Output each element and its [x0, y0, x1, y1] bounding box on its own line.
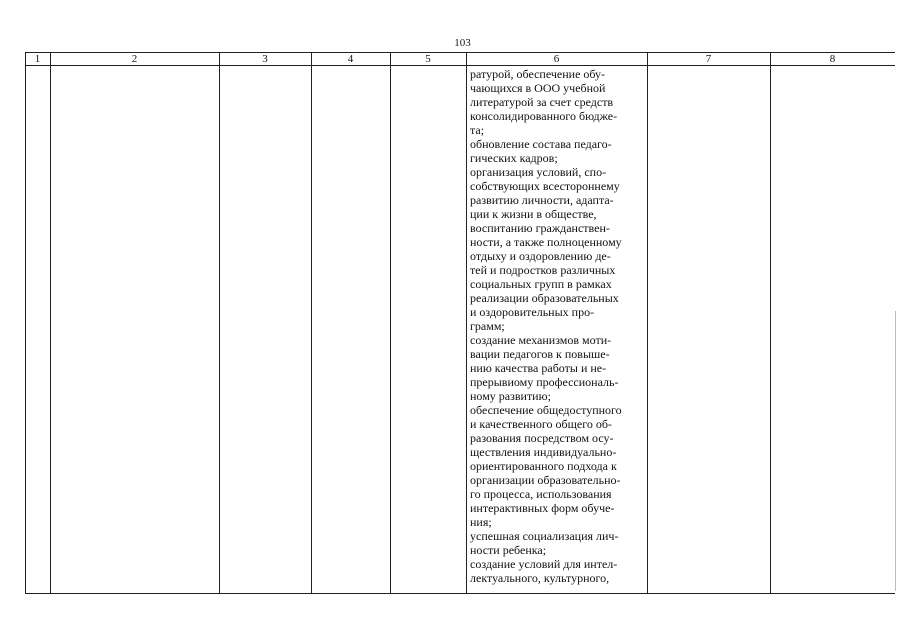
text-line: отдыху и оздоровлению де-: [470, 249, 611, 263]
header-row-border: [25, 65, 895, 66]
text-line: лектуального, культурного,: [470, 571, 610, 585]
text-line: консолидированного бюдже-: [470, 109, 618, 123]
column-header-2: 2: [131, 53, 138, 65]
text-line: разования посредством осу-: [470, 431, 614, 445]
column-border: [390, 52, 391, 594]
column-border: [50, 52, 51, 594]
column-header-5: 5: [425, 53, 431, 65]
text-line: социальных групп в рамках: [470, 277, 612, 291]
text-line: и качественного общего об-: [470, 417, 612, 431]
text-line: нию качества работы и не-: [470, 361, 607, 375]
text-line: успешная социализация лич-: [470, 529, 619, 543]
text-line: создание условий для интел-: [470, 557, 618, 571]
column-border: [466, 52, 467, 594]
column-header-7: 7: [705, 53, 712, 65]
column-header-6: 6: [553, 53, 560, 65]
text-line: ния;: [470, 515, 492, 529]
column-border: [311, 52, 312, 594]
column-6-text: [470, 67, 648, 585]
text-line: реализации образовательных: [470, 291, 619, 305]
text-line: тей и подростков различных: [470, 263, 616, 277]
column-header-4: 4: [347, 53, 354, 65]
text-line: ному развитию;: [470, 389, 551, 403]
text-line: организация условий, спо-: [470, 165, 607, 179]
text-line: го процесса, использования: [470, 487, 612, 501]
text-line: обновление состава педаго-: [470, 137, 612, 151]
scan-margin-mark: [895, 311, 896, 591]
column-header-1: 1: [34, 53, 41, 65]
column-header-8: 8: [829, 53, 836, 65]
text-line: ности ребенка;: [470, 543, 547, 557]
text-line: та;: [470, 123, 485, 137]
text-line: прерывиому профессиональ-: [470, 375, 619, 389]
text-line: организации образовательно-: [470, 473, 621, 487]
text-line: ориентированного подхода к: [470, 459, 617, 473]
text-line: и оздоровительных про-: [470, 305, 595, 319]
text-line: грамм;: [470, 319, 505, 333]
text-line: воспитанию гражданствен-: [470, 221, 610, 235]
text-line: ности, а также полноценному: [470, 235, 622, 249]
column-border: [770, 52, 771, 594]
column-border: [219, 52, 220, 594]
text-line: ратурой, обеспечение обу-: [470, 67, 606, 81]
page-number: 103: [454, 37, 471, 49]
text-line: гических кадров;: [470, 151, 558, 165]
column-border: [25, 52, 26, 594]
text-line: ществления индивидуально-: [470, 445, 617, 459]
text-line: чающихся в ООО учебной: [470, 81, 606, 95]
text-line: интерактивных форм обуче-: [470, 501, 615, 515]
text-line: развитию личности, адапта-: [470, 193, 614, 207]
text-line: обеспечение общедоступного: [470, 403, 622, 417]
text-line: ции к жизни в обществе,: [470, 207, 597, 221]
text-line: собствующих всестороннему: [470, 179, 620, 193]
text-line: литературой за счет средств: [470, 95, 614, 109]
table-bottom-border: [25, 593, 895, 594]
text-line: вации педагогов к повыше-: [470, 347, 610, 361]
column-header-3: 3: [262, 53, 268, 65]
text-line: создание механизмов моти-: [470, 333, 612, 347]
